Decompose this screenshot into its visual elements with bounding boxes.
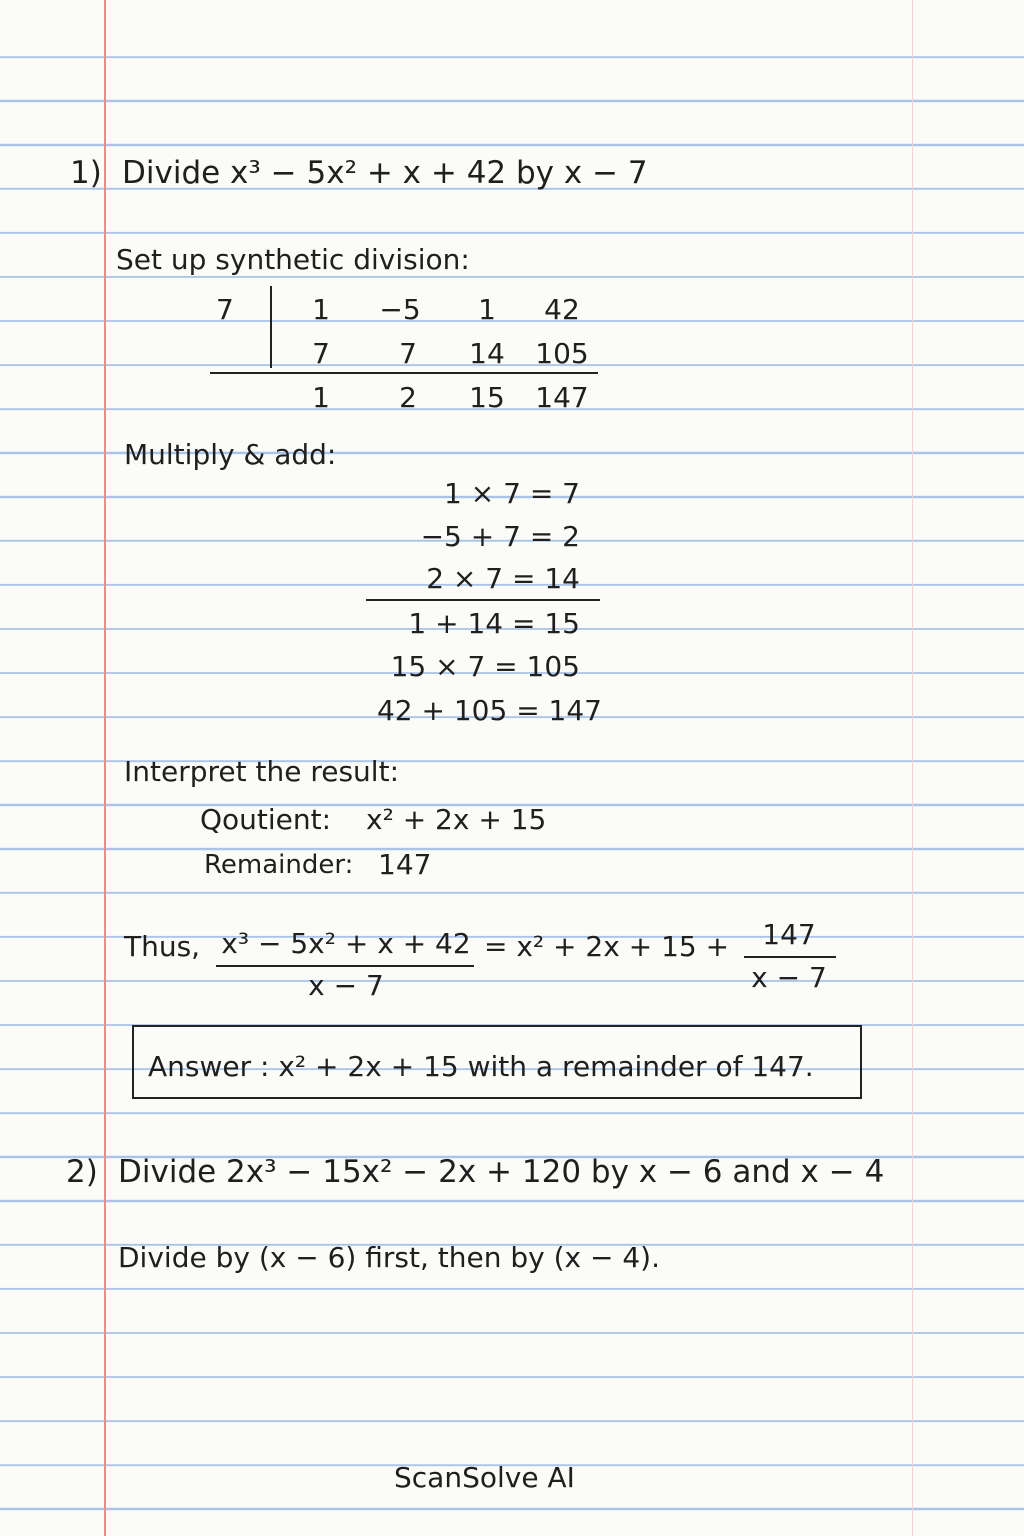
setup-label: Set up synthetic division: <box>116 243 470 276</box>
step-6: 42 + 105 = 147 <box>376 694 602 727</box>
step-1: 1 × 7 = 7 <box>444 477 580 510</box>
thus-label: Thus, <box>124 930 201 963</box>
problem-1-statement: Divide x³ − 5x² + x + 42 by x − 7 <box>122 155 648 191</box>
interpret-label: Interpret the result: <box>124 755 399 788</box>
synthetic-division-bar <box>270 286 272 368</box>
row1-coef-4: 42 <box>544 293 580 326</box>
fraction-bar <box>216 965 474 967</box>
row3-val-4: 147 <box>535 381 589 414</box>
remainder-value: 147 <box>378 848 432 881</box>
quotient-label: Qoutient: <box>200 803 332 836</box>
quotient-value: x² + 2x + 15 <box>366 803 547 836</box>
problem-2-number: 2) <box>66 1154 98 1190</box>
row3-val-3: 15 <box>469 381 505 414</box>
row2-val-1: 7 <box>312 337 330 370</box>
margin-line <box>104 0 106 1536</box>
row2-val-2: 7 <box>399 337 417 370</box>
row3-val-2: 2 <box>399 381 417 414</box>
footer-brand: ScanSolve AI <box>394 1461 575 1494</box>
answer-text: Answer : x² + 2x + 15 with a remainder of 147. <box>148 1050 814 1083</box>
steps-divider <box>366 599 600 601</box>
row2-val-4: 105 <box>535 337 589 370</box>
step-4: 1 + 14 = 15 <box>408 607 580 640</box>
problem-2-instruction: Divide by (x − 6) first, then by (x − 4). <box>118 1241 660 1274</box>
problem-2-statement: Divide 2x³ − 15x² − 2x + 120 by x − 6 and x − 4 <box>118 1154 885 1190</box>
fraction-numerator: x³ − 5x² + x + 42 <box>221 927 471 960</box>
step-3: 2 × 7 = 14 <box>426 562 580 595</box>
multiply-label: Multiply & add: <box>124 438 337 471</box>
remainder-fraction-bar <box>744 956 836 958</box>
remainder-fraction-numerator: 147 <box>762 918 816 951</box>
problem-1-number: 1) <box>70 155 102 191</box>
row1-coef-3: 1 <box>478 293 496 326</box>
fraction-denominator: x − 7 <box>308 969 384 1002</box>
row2-val-3: 14 <box>469 337 505 370</box>
row1-coef-1: 1 <box>312 293 330 326</box>
synthetic-result-line <box>210 372 598 374</box>
remainder-fraction-denominator: x − 7 <box>751 961 827 994</box>
synthetic-divisor: 7 <box>216 293 234 326</box>
row3-val-1: 1 <box>312 381 330 414</box>
row1-coef-2: −5 <box>379 293 421 326</box>
remainder-label: Remainder: <box>204 850 354 880</box>
equals-expression: = x² + 2x + 15 + <box>484 930 730 963</box>
step-5: 15 × 7 = 105 <box>390 650 580 683</box>
step-2: −5 + 7 = 2 <box>420 520 580 553</box>
right-margin-line <box>912 0 913 1536</box>
